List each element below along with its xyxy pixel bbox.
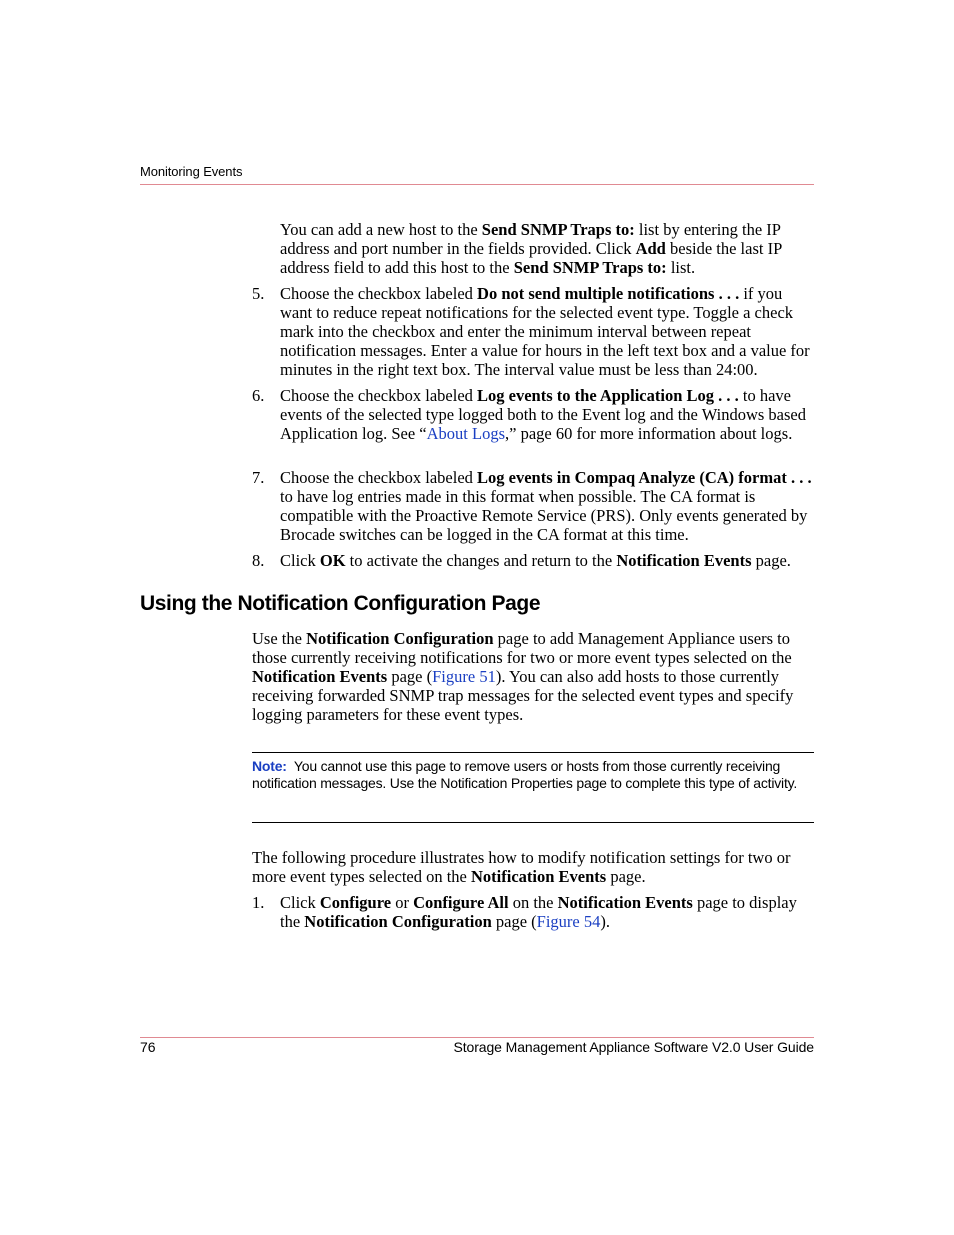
step-number: 5.	[252, 284, 265, 303]
step-7-text: Choose the checkbox labeled Log events in Compaq Analyze (CA) format . . . to have log entries made in this format when possible. The CA format is compatible with the Proactive Remote Service (PRS). Only events generated by Brocade switches can be logged in the CA format at this time.	[280, 468, 812, 544]
note-text: You cannot use this page to remove users or hosts from those currently receiving notification messages. Use the Notification Properties page to complete this type of activity.	[252, 758, 798, 791]
about-logs-link[interactable]: About Logs	[426, 424, 506, 443]
figure-54-link[interactable]: Figure 54	[536, 912, 601, 931]
note-bottom-rule	[252, 822, 814, 823]
step-number: 1.	[252, 893, 265, 912]
running-header: Monitoring Events	[140, 164, 243, 179]
following-paragraph: The following procedure illustrates how to modify notification settings for two or more event types selected on the Notification Events page.	[252, 848, 791, 886]
footer-rule	[140, 1037, 814, 1038]
figure-51-link[interactable]: Figure 51	[432, 667, 496, 686]
section-heading: Using the Notification Configuration Page	[140, 592, 541, 615]
note-label: Note:	[252, 758, 287, 774]
intro-paragraph: You can add a new host to the Send SNMP Traps to: list by entering the IP address and port number in the fields provided. Click Add beside the last IP address field to add this host to the Send SNMP Traps to: list.	[280, 220, 782, 277]
footer-title: Storage Management Appliance Software V2.0 User Guide	[453, 1039, 814, 1055]
note-box	[252, 758, 814, 792]
header-rule	[140, 184, 814, 185]
step-5-text: Choose the checkbox labeled Do not send multiple notifications . . . if you want to reduce repeat notifications for the selected event type. Toggle a check mark into the checkbox and enter the minimum interval between repeat notification messages. Enter a value for hours in the left text box and a value for minutes in the right text box. The interval value must be less than 24:00.	[280, 284, 810, 379]
use-paragraph: Use the Notification Configuration page to add Management Appliance users to those currently receiving notifications for two or more event types selected on the Notification Events page (Figure 51). You can also add hosts to those currently receiving forwarded SNMP trap messages for the selected event types and specify logging parameters for these event types.	[252, 629, 794, 724]
page-number: 76	[140, 1039, 156, 1055]
step-1-text: Click Configure or Configure All on the Notification Events page to display the Notification Configuration page (Figure 54).	[280, 893, 797, 931]
step-8-text: Click OK to activate the changes and return to the Notification Events page.	[280, 551, 791, 570]
note-top-rule	[252, 752, 814, 753]
step-number: 8.	[252, 551, 265, 570]
step-number: 7.	[252, 468, 265, 487]
step-6-text: Choose the checkbox labeled Log events to the Application Log . . . to have events of the selected type logged both to the Event log and the Windows based Application log. See “About Logs,” page 60 for more information about logs.	[280, 386, 806, 443]
step-number: 6.	[252, 386, 265, 405]
